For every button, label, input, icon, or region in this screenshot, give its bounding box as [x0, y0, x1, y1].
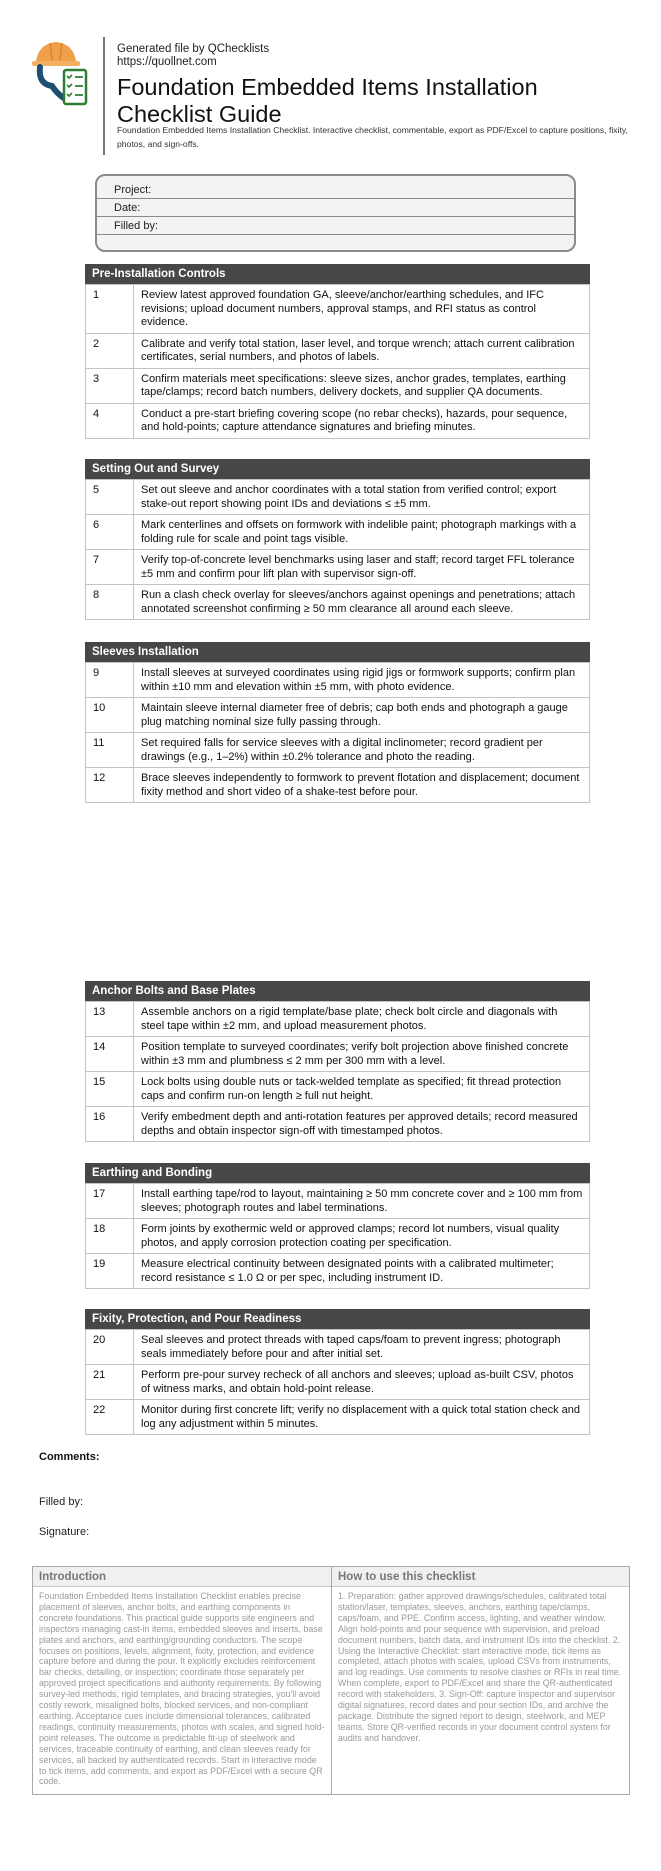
project-field[interactable]: Project: [97, 180, 574, 199]
item-text: Verify embedment depth and anti-rotation features per approved details; record measured depths and obtain inspector sign-off with timestamped photos. [134, 1107, 590, 1142]
item-number: 1 [86, 285, 134, 334]
item-text: Lock bolts using double nuts or tack-welded template as specified; fit thread protection caps and confirm run-on length ≥ full nut height. [134, 1072, 590, 1107]
section-heading: Anchor Bolts and Base Plates [85, 981, 590, 1001]
item-number: 9 [86, 663, 134, 698]
item-number: 7 [86, 550, 134, 585]
checklist-item-row[interactable] [86, 1184, 590, 1219]
item-text: Run a clash check overlay for sleeves/anchors against openings and penetrations; attach annotated screenshot confirming ≥ 50 mm clearance all around each sleeve. [134, 585, 590, 620]
checklist-item-row[interactable] [86, 368, 590, 403]
hardhat-checklist-logo-icon [30, 40, 102, 112]
checklist-item-row[interactable] [86, 733, 590, 768]
section-heading: Pre-Installation Controls [85, 264, 590, 284]
generated-by-text: Generated file by QChecklists [117, 43, 270, 55]
date-field[interactable]: Date: [97, 199, 574, 217]
checklist-item-row[interactable] [86, 698, 590, 733]
checklist-section [85, 459, 590, 620]
document-header [0, 0, 661, 160]
checklist-item-row[interactable] [86, 480, 590, 515]
item-number: 3 [86, 368, 134, 403]
filled-by-field[interactable]: Filled by: [97, 217, 574, 235]
checklist-table [85, 1183, 590, 1289]
section-heading: Earthing and Bonding [85, 1163, 590, 1183]
item-text: Assemble anchors on a rigid template/base plate; check bolt circle and diagonals with steel tape within ±2 mm, and upload measurement photos. [134, 1002, 590, 1037]
item-number: 18 [86, 1219, 134, 1254]
item-number: 14 [86, 1037, 134, 1072]
item-text: Confirm materials meet specifications: sleeve sizes, anchor grades, templates, earthing tape/clamps; record batch numbers, delivery dockets, and supplier QA documents. [134, 368, 590, 403]
item-text: Review latest approved foundation GA, sleeve/anchor/earthing schedules, and IFC revisions; upload document numbers, approval stamps, and RFI status as control evidence. [134, 285, 590, 334]
checklist-item-row[interactable] [86, 550, 590, 585]
checklist-section [85, 981, 590, 1142]
checklist-item-row[interactable] [86, 1037, 590, 1072]
checklist-section [85, 1309, 590, 1435]
item-number: 20 [86, 1330, 134, 1365]
item-text: Brace sleeves independently to formwork to prevent flotation and displacement; document fixity method and short video of a shake-test before pour. [134, 768, 590, 803]
header-divider [103, 37, 105, 155]
how-to-text: 1. Preparation: gather approved drawings/schedules, calibrated total station/laser, templates, sleeves, anchors, earthing tape/clamps, caps/foam, and PPE. Confirm access, lighting, and weather window. Align hold-points and pour sequence with supervision, and preload document numbers, batch data, and instrument IDs into the checklist. 2. Using the Interactive Checklist: start interactive mode, tick items as completed, attach photos with scales, upload CSVs from instruments, and log readings. Use comments to resolve clashes or RFIs in real time. When complete, export to PDF/Excel and share the QR-authenticated record with stakeholders. 3. Sign-Off: capture inspector and supervisor digital signatures, record dates and pour section IDs, and archive the package. Distribute the signed report to design, steelwork, and MEP teams. Store QR-verified records in your document control system for audits and handover. [338, 1591, 622, 1743]
introduction-panel [33, 1567, 331, 1794]
checklist-section [85, 264, 590, 439]
item-number: 4 [86, 403, 134, 438]
checklist-table [85, 284, 590, 439]
checklist-table [85, 1329, 590, 1435]
item-number: 2 [86, 333, 134, 368]
item-number: 6 [86, 515, 134, 550]
item-number: 21 [86, 1365, 134, 1400]
filled-by-label: Filled by: [39, 1496, 84, 1508]
item-text: Install earthing tape/rod to layout, maintaining ≥ 50 mm concrete cover and ≥ 100 mm from sleeves; photograph routes and label terminations. [134, 1184, 590, 1219]
checklist-item-row[interactable] [86, 768, 590, 803]
page-title: Foundation Embedded Items Installation Checklist Guide [117, 74, 538, 127]
how-to-heading: How to use this checklist [332, 1567, 629, 1587]
item-text: Measure electrical continuity between designated points with a calibrated multimeter; record resistance ≤ 1.0 Ω or per spec, including instrument ID. [134, 1254, 590, 1289]
item-text: Perform pre-pour survey recheck of all anchors and sleeves; upload as-built CSV, photos of witness marks, and obtain hold-point release. [134, 1365, 590, 1400]
source-url-link[interactable]: https://quollnet.com [117, 56, 217, 68]
info-panels [32, 1566, 630, 1795]
item-number: 13 [86, 1002, 134, 1037]
section-heading: Fixity, Protection, and Pour Readiness [85, 1309, 590, 1329]
item-text: Conduct a pre-start briefing covering scope (no rebar checks), hazards, pour sequence, and hold-points; capture attendance signatures and briefing minutes. [134, 403, 590, 438]
checklist-item-row[interactable] [86, 1107, 590, 1142]
page-subtitle: Foundation Embedded Items Installation Checklist. Interactive checklist, commentable, export as PDF/Excel to capture positions, fixity, photos, and sign-offs. [117, 125, 628, 149]
item-text: Position template to surveyed coordinates; verify bolt projection above finished concrete within ±3 mm and plumbness ≤ 2 mm per 300 mm with a level. [134, 1037, 590, 1072]
item-text: Mark centerlines and offsets on formwork with indelible paint; photograph markings with a folding rule for scale and point tags visible. [134, 515, 590, 550]
item-text: Calibrate and verify total station, laser level, and torque wrench; attach current calibration certificates, serial numbers, and photos of labels. [134, 333, 590, 368]
how-to-panel [331, 1567, 629, 1794]
item-number: 8 [86, 585, 134, 620]
checklist-table [85, 662, 590, 803]
item-text: Install sleeves at surveyed coordinates using rigid jigs or formwork supports; confirm plan within ±10 mm and elevation within ±5 mm, with photo evidence. [134, 663, 590, 698]
item-number: 12 [86, 768, 134, 803]
introduction-text: Foundation Embedded Items Installation Checklist enables precise placement of sleeves, anchor bolts, and earthing components in concrete foundations. This practical guide supports site engineers and inspectors managing cast-in items, embedded sleeves and inserts, base plates and anchors, and earthing/grounding conductors. The scope focuses on positions, levels, alignment, fixity, protection, and evidence capture before and during the pour. It explicitly excludes reinforcement bar checks, detailing, or inspection; coordinate those separately per approved project specifications and authority requirements. By following survey-led methods, rigid templates, and bracing strategies, you'll avoid costly rework, misaligned bolts, blocked services, and non-compliant earthing. Acceptance cues include dimensional tolerances, calibrated readings, continuity measurements, photos with scales, and signed hold-point releases. The outcome is predictable fit-up of steelwork and services, traceable continuity of earthing, and clean sleeves ready for services, all backed by authenticated records. Start in interactive mode to tick items, add comments, and export as PDF/Excel with a secure QR code. [39, 1591, 325, 1787]
item-number: 11 [86, 733, 134, 768]
checklist-item-row[interactable] [86, 585, 590, 620]
checklist-item-row[interactable] [86, 515, 590, 550]
item-text: Form joints by exothermic weld or approved clamps; record lot numbers, visual quality photos, and apply corrosion protection coating per specification. [134, 1219, 590, 1254]
checklist-item-row[interactable] [86, 1072, 590, 1107]
checklist-table [85, 479, 590, 620]
checklist-section [85, 642, 590, 803]
checklist-item-row[interactable] [86, 285, 590, 334]
item-number: 17 [86, 1184, 134, 1219]
project-info-box [95, 174, 576, 252]
section-heading: Sleeves Installation [85, 642, 590, 662]
item-number: 22 [86, 1400, 134, 1435]
item-number: 19 [86, 1254, 134, 1289]
introduction-heading: Introduction [33, 1567, 331, 1587]
checklist-item-row[interactable] [86, 333, 590, 368]
checklist-item-row[interactable] [86, 1002, 590, 1037]
item-number: 10 [86, 698, 134, 733]
checklist-section [85, 1163, 590, 1289]
comments-label: Comments: [39, 1451, 100, 1463]
checklist-table [85, 1001, 590, 1142]
section-heading: Setting Out and Survey [85, 459, 590, 479]
checklist-item-row[interactable] [86, 1330, 590, 1365]
checklist-item-row[interactable] [86, 1254, 590, 1289]
item-text: Verify top-of-concrete level benchmarks using laser and staff; record target FFL tolerance ±5 mm and confirm pour lift plan with supervisor sign-off. [134, 550, 590, 585]
checklist-item-row[interactable] [86, 403, 590, 438]
checklist-item-row[interactable] [86, 663, 590, 698]
signature-label: Signature: [39, 1526, 90, 1538]
item-text: Set required falls for service sleeves with a digital inclinometer; record gradient per drawings (e.g., 1–2%) within ±0.2% tolerance and photo the reading. [134, 733, 590, 768]
checklist-item-row[interactable] [86, 1400, 590, 1435]
checklist-item-row[interactable] [86, 1365, 590, 1400]
item-number: 5 [86, 480, 134, 515]
item-text: Seal sleeves and protect threads with taped caps/foam to prevent ingress; photograph seals immediately before pour and after initial set. [134, 1330, 590, 1365]
item-text: Set out sleeve and anchor coordinates with a total station from verified control; export stake-out report showing point IDs and deviations ≤ ±5 mm. [134, 480, 590, 515]
item-number: 16 [86, 1107, 134, 1142]
item-number: 15 [86, 1072, 134, 1107]
item-text: Maintain sleeve internal diameter free of debris; cap both ends and photograph a gauge plug matching nominal size fully passing through. [134, 698, 590, 733]
checklist-item-row[interactable] [86, 1219, 590, 1254]
item-text: Monitor during first concrete lift; verify no displacement with a quick total station check and log any adjustment within 5 minutes. [134, 1400, 590, 1435]
